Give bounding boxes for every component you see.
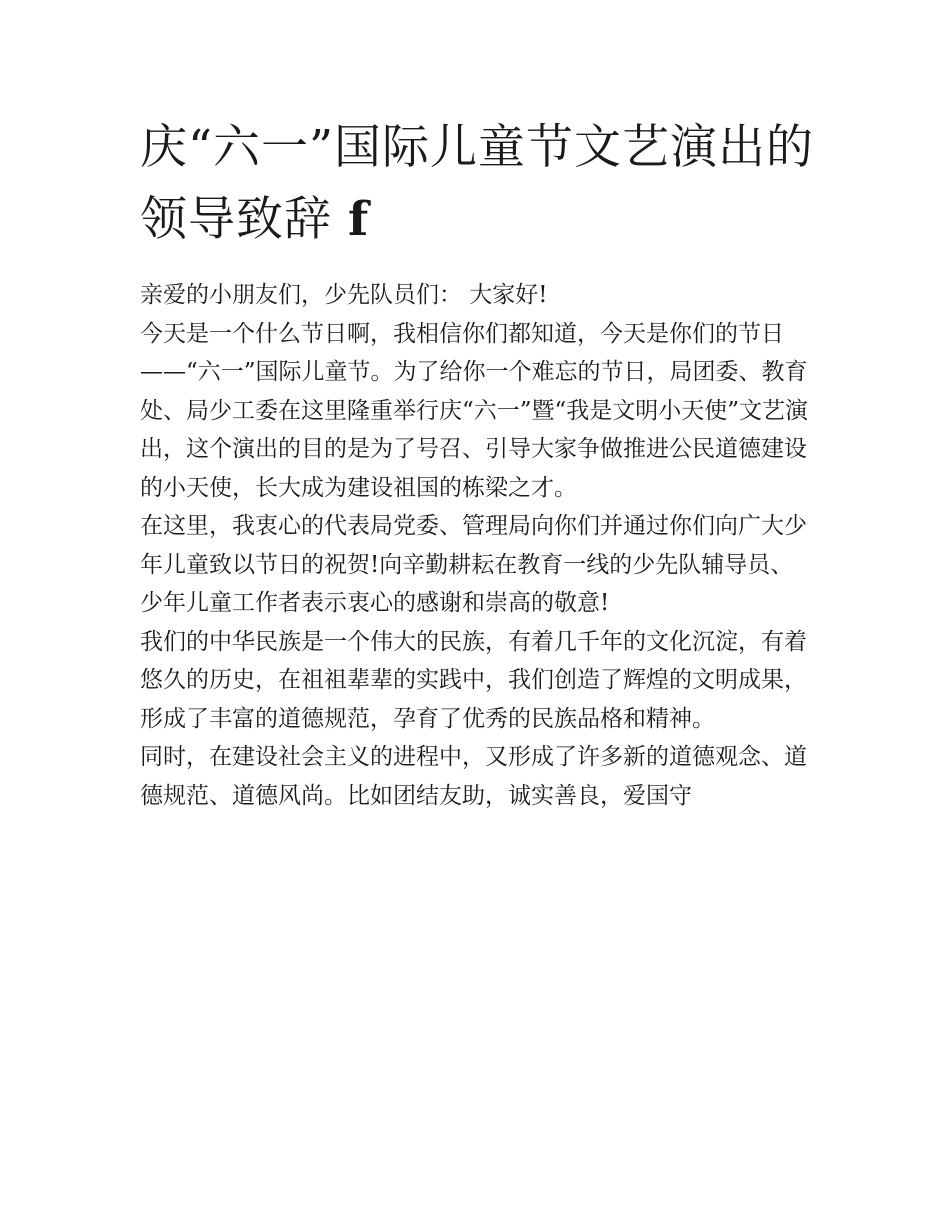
title-suffix: f (347, 192, 370, 247)
paragraph-thanks: 在这里，我衷心的代表局党委、管理局向你们并通过你们向广大少年儿童致以节日的祝贺!向辛勤耕耘在教育一线的少先队辅导员、少年儿童工作者表示衷心的感谢和崇高的敬意! (140, 513, 807, 616)
document-body (140, 276, 820, 815)
paragraph-intro: 今天是一个什么节日啊，我相信你们都知道，今天是你们的节日——“六一”国际儿童节。为了给你一个难忘的节日，局团委、教育处、局少工委在这里隆重举行庆“六一”暨“我是文明小天使”文艺演出，这个演出的目的是为了号召、引导大家争做推进公民道德建设的小天使，长大成为建设祖国的栋梁之才。 (140, 320, 809, 501)
paragraph-nation: 我们的中华民族是一个伟大的民族，有着几千年的文化沉淀，有着悠久的历史，在祖祖辈辈的实践中，我们创造了辉煌的文明成果，形成了丰富的道德规范，孕育了优秀的民族品格和精神。 (140, 628, 807, 732)
document-title (140, 112, 820, 256)
document-content (140, 112, 820, 815)
paragraph-greeting: 亲爱的小朋友们，少先队员们： 大家好! (140, 282, 548, 308)
paragraph-morals: 同时，在建设社会主义的进程中，又形成了许多新的道德观念、道德规范、道德风尚。比如团结友助，诚实善良，爱国守 (140, 744, 807, 809)
title-main: 庆“六一”国际儿童节文艺演出的领导致辞 (140, 120, 815, 247)
